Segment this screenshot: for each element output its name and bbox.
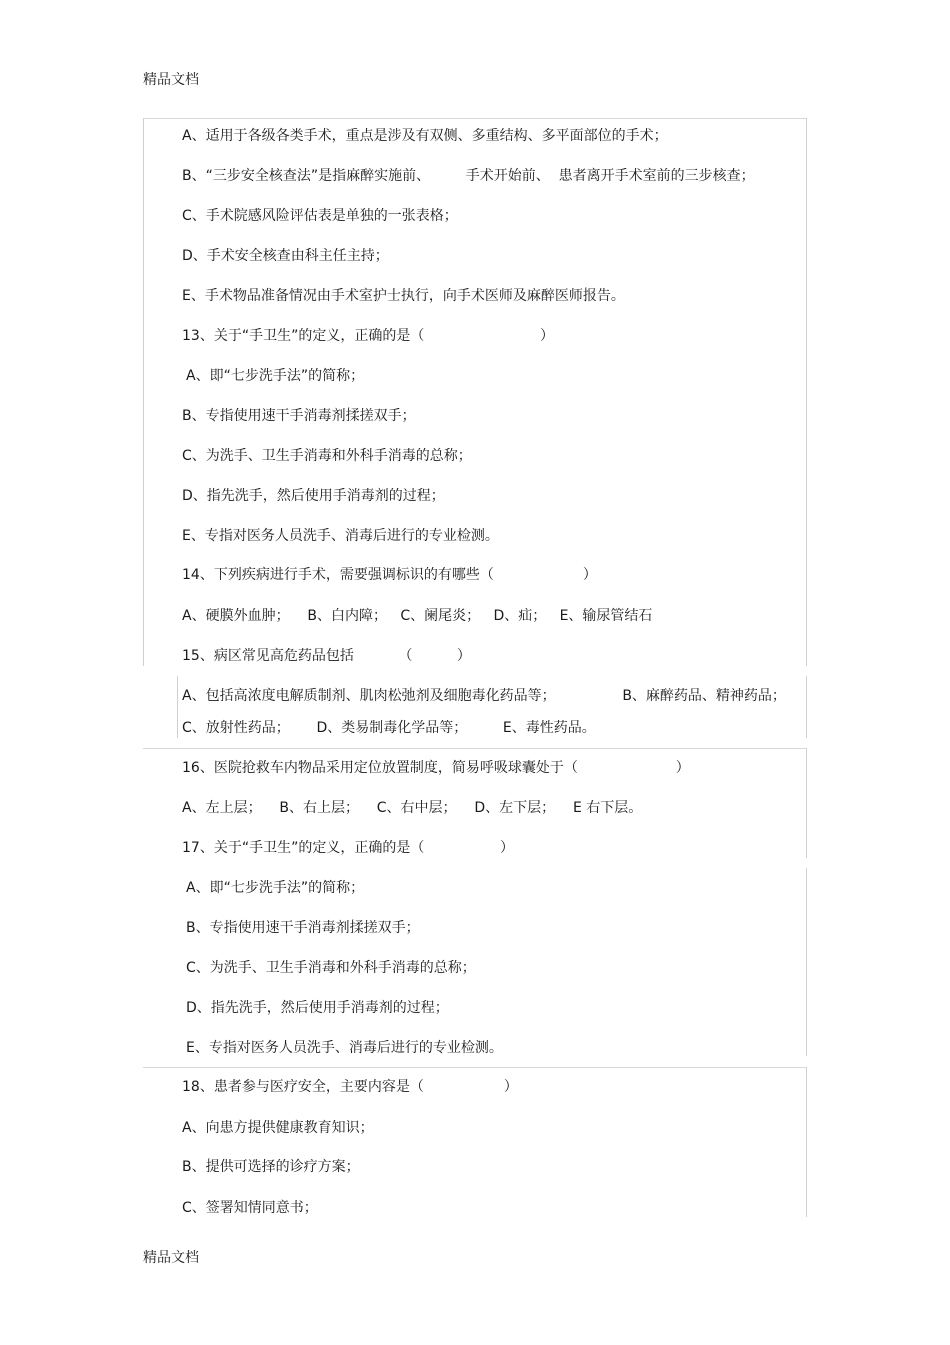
table-border	[806, 748, 807, 858]
question-line: C、签署知情同意书；	[182, 1200, 318, 1216]
question-line: 16、医院抢救车内物品采用定位放置制度，简易呼吸球囊处于（ ）	[182, 760, 690, 776]
question-line: D、指先洗手，然后使用手消毒剂的过程；	[182, 488, 445, 504]
page-header: 精品文档	[143, 72, 199, 88]
question-line: D、指先洗手，然后使用手消毒剂的过程；	[186, 1000, 449, 1016]
question-line: 14、下列疾病进行手术，需要强调标识的有哪些（ ）	[182, 567, 597, 583]
question-line: E、专指对医务人员洗手、消毒后进行的专业检测。	[182, 528, 499, 544]
question-line: A、即“七步洗手法”的简称；	[186, 880, 365, 896]
table-border	[143, 748, 807, 749]
question-line: 18、患者参与医疗安全，主要内容是（ ）	[182, 1079, 518, 1095]
question-line: A、硬膜外血肿； B、白内障； C、阑尾炎； D、疝； E、输尿管结石	[182, 608, 653, 624]
question-line: E、专指对医务人员洗手、消毒后进行的专业检测。	[186, 1040, 503, 1056]
question-line: A、向患方提供健康教育知识；	[182, 1120, 374, 1136]
question-line: A、左上层； B、右上层； C、右中层； D、左下层； E 右下层。	[182, 800, 643, 816]
table-border	[143, 118, 807, 119]
question-line: E、手术物品准备情况由手术室护士执行，向手术医师及麻醉医师报告。	[182, 288, 625, 304]
question-line: A、即“七步洗手法”的简称；	[186, 368, 365, 384]
question-line: 17、关于“手卫生”的定义，正确的是（ ）	[182, 840, 514, 856]
question-line: B、“三步安全核查法”是指麻醉实施前、 手术开始前、 患者离开手术室前的三步核查；	[182, 168, 755, 184]
question-line: C、为洗手、卫生手消毒和外科手消毒的总称；	[182, 448, 472, 464]
table-border	[806, 118, 807, 666]
question-line: 13、关于“手卫生”的定义，正确的是（ ）	[182, 328, 555, 344]
question-line: B、专指使用速干手消毒剂揉搓双手；	[182, 408, 416, 424]
table-border	[177, 676, 178, 738]
table-border	[143, 118, 144, 666]
question-line: C、手术院感风险评估表是单独的一张表格；	[182, 208, 458, 224]
question-line: B、提供可选择的诊疗方案；	[182, 1159, 360, 1175]
question-line: D、手术安全核查由科主任主持；	[182, 248, 389, 264]
table-border	[806, 676, 807, 738]
table-border	[806, 1067, 807, 1217]
question-line: C、为洗手、卫生手消毒和外科手消毒的总称；	[186, 960, 476, 976]
question-line: C、放射性药品； D、类易制毒化学品等； E、毒性药品。	[182, 720, 596, 736]
page-footer: 精品文档	[143, 1250, 199, 1266]
table-border	[806, 868, 807, 1056]
question-line: B、专指使用速干手消毒剂揉搓双手；	[186, 920, 420, 936]
question-line: A、适用于各级各类手术，重点是涉及有双侧、多重结构、多平面部位的手术；	[182, 128, 668, 144]
question-line: A、包括高浓度电解质制剂、肌肉松弛剂及细胞毒化药品等； B、麻醉药品、精神药品；	[182, 688, 786, 704]
table-border	[143, 1067, 807, 1068]
question-line: 15、病区常见高危药品包括 （ ）	[182, 648, 471, 664]
